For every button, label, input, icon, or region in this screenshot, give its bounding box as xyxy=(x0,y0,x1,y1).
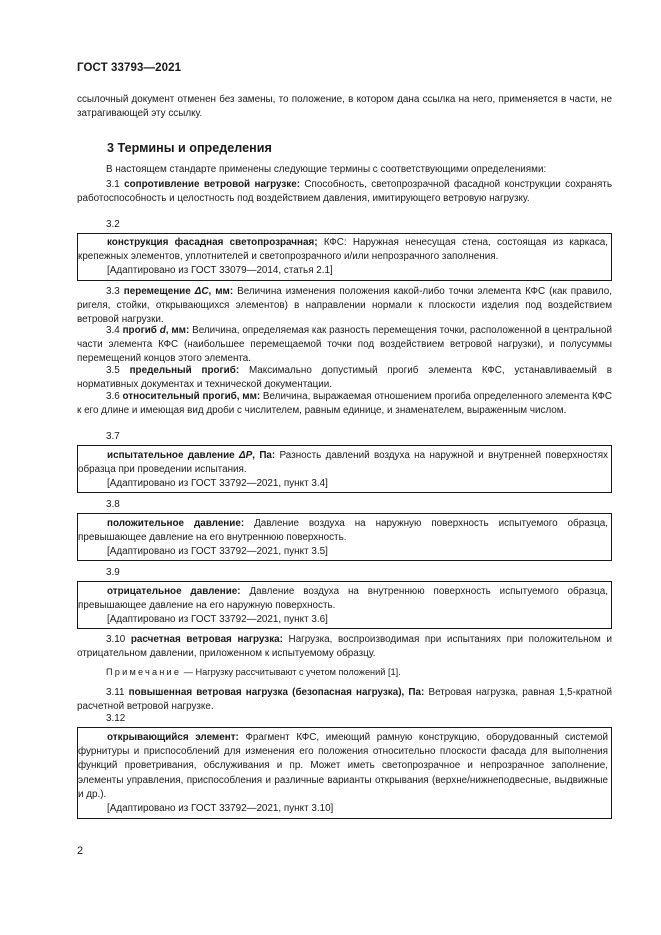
term-definition: Фрагмент КФС, имеющий рамную конструкцию, оборудованный системой фурнитуры и приспособлений для изменения его положения относительно плоскости фасада для выполнения функций проветривания, обслуживания и пр. Может иметь светопрозрачное и непрозрачное заполнение, элементы управления, приспособления и различные варианты открывания (верхне/нижнеподвесные, выдвижные и др.). xyxy=(78,732,608,800)
term-definition: КФС: Наружная ненесущая стена, состоящая из каркаса, крепежных элементов, уплотнителей и светопрозрачного и/или непрозрачного заполнения. xyxy=(78,237,608,263)
term-definition: Разность давлений воздуха на наружной и внутренней поверхностях образца при проведении испытания. xyxy=(78,450,608,476)
term-box-3-8 xyxy=(77,513,612,561)
term-name: испытательное давление ΔP, Па: xyxy=(107,450,276,461)
term-3-5 xyxy=(77,364,612,392)
term-name: предельный прогиб: xyxy=(129,365,240,376)
section-title: 3 Термины и определения xyxy=(107,141,272,155)
term-definition: Давление воздуха на наружную поверхность испытуемого образца, превышающее давление на его внутреннюю поверхность. xyxy=(78,518,608,544)
term-number-3-7: 3.7 xyxy=(106,431,120,442)
term-definition: Давление воздуха на внутреннюю поверхность испытуемого образца, превышающее давление на его наружную поверхность. xyxy=(78,586,608,612)
term-3-8 xyxy=(78,517,611,545)
term-name: сопротивление ветровой нагрузке: xyxy=(124,179,300,190)
term-3-12 xyxy=(78,731,611,802)
term-3-1 xyxy=(77,178,612,206)
note-text: — Нагрузку рассчитывают с учетом положений [1]. xyxy=(181,667,401,677)
term-box-3-9 xyxy=(77,581,612,629)
term-number-3-12: 3.12 xyxy=(106,713,126,724)
term-name: отрицательное давление: xyxy=(107,586,241,597)
term-3-9 xyxy=(78,585,611,613)
term-box-3-2 xyxy=(77,233,612,281)
term-name: положительное давление: xyxy=(107,518,245,529)
term-source: [Адаптировано из ГОСТ 33792—2021, пункт 3.6] xyxy=(107,614,328,626)
term-3-7 xyxy=(78,449,611,477)
term-name: открывающийся элемент: xyxy=(107,732,239,743)
term-name: относительный прогиб, мм: xyxy=(122,391,261,402)
term-definition: Нагрузка, воспроизводимая при испытаниях при положительном и отрицательном давлении, приложенном к испытуемому образцу. xyxy=(77,634,612,660)
term-source: [Адаптировано из ГОСТ 33079—2014, статья 2.1] xyxy=(107,265,333,277)
term-definition: Максимально допустимый прогиб элемента КФС, устанавливаемый в нормативных документах и технической документации. xyxy=(77,365,613,391)
term-definition: Величина изменения положения какой-либо точки элемента КФС (как правило, ригеля, стойки, открывающихся элементов) в направлении нормали к плоскости изделия под воздействием ветровой нагрузки. xyxy=(77,286,613,326)
term-source: [Адаптировано из ГОСТ 33792—2021, пункт 3.5] xyxy=(107,546,328,558)
term-definition: Величина, выражаемая отношением прогиба определенного элемента КФС к его длине и имеющая вид дроби с числителем, равным единице, и знаменателем, выраженным числом. xyxy=(77,391,612,417)
term-number: 3.6 xyxy=(106,391,120,402)
term-box-3-12 xyxy=(77,727,612,819)
term-name: перемещение ΔC, мм: xyxy=(123,286,234,297)
term-number-3-9: 3.9 xyxy=(106,567,120,578)
term-3-4 xyxy=(77,324,612,367)
term-number: 3.1 xyxy=(106,179,120,190)
term-source: [Адаптировано из ГОСТ 33792—2021, пункт 3.4] xyxy=(107,478,328,490)
term-source: [Адаптировано из ГОСТ 33792—2021, пункт 3.10] xyxy=(107,803,334,815)
page-number: 2 xyxy=(77,845,84,857)
term-3-10 xyxy=(77,633,612,661)
term-number: 3.4 xyxy=(106,325,120,336)
term-definition: Ветровая нагрузка, равная 1,5-кратной расчетной ветровой нагрузке. xyxy=(77,687,613,713)
term-3-3 xyxy=(77,285,612,328)
term-number: 3.3 xyxy=(106,286,120,297)
term-name: конструкция фасадная светопрозрачная; xyxy=(107,237,318,248)
term-box-3-7 xyxy=(77,445,612,493)
section-lead: В настоящем стандарте применены следующие термины с соответствующими определениями: xyxy=(106,164,547,175)
term-definition: Способность, светопрозрачной фасадной конструкции сохранять работоспособность и целостность под воздействием давления, имитирующего ветровую нагрузку. xyxy=(77,179,612,205)
term-number-3-8: 3.8 xyxy=(106,499,120,510)
term-3-2 xyxy=(78,236,611,264)
term-number: 3.5 xyxy=(106,365,120,376)
term-definition: Величина, определяемая как разность перемещения точки, расположенной в центральной части элемента КФС (наибольшее перемещаемой точки под воздействием ветровой нагрузки), и полусуммы перемещений концов этого элемента. xyxy=(77,325,612,365)
term-number: 3.11 xyxy=(106,687,125,698)
document-header: ГОСТ 33793—2021 xyxy=(77,62,182,74)
note xyxy=(106,666,401,679)
term-number-3-2: 3.2 xyxy=(106,219,120,230)
note-label: Примечание xyxy=(106,667,182,677)
term-name: прогиб d, мм: xyxy=(122,325,190,336)
term-name: повышенная ветровая нагрузка (безопасная нагрузка), Па: xyxy=(128,687,425,698)
term-3-11 xyxy=(77,686,612,714)
intro-paragraph: ссылочный документ отменен без замены, то положение, в котором дана ссылка на него, применяется в части, не затрагивающей эту ссылку. xyxy=(77,94,612,120)
term-number: 3.10 xyxy=(106,634,126,645)
term-3-6 xyxy=(77,390,612,418)
term-name: расчетная ветровая нагрузка: xyxy=(130,634,283,645)
